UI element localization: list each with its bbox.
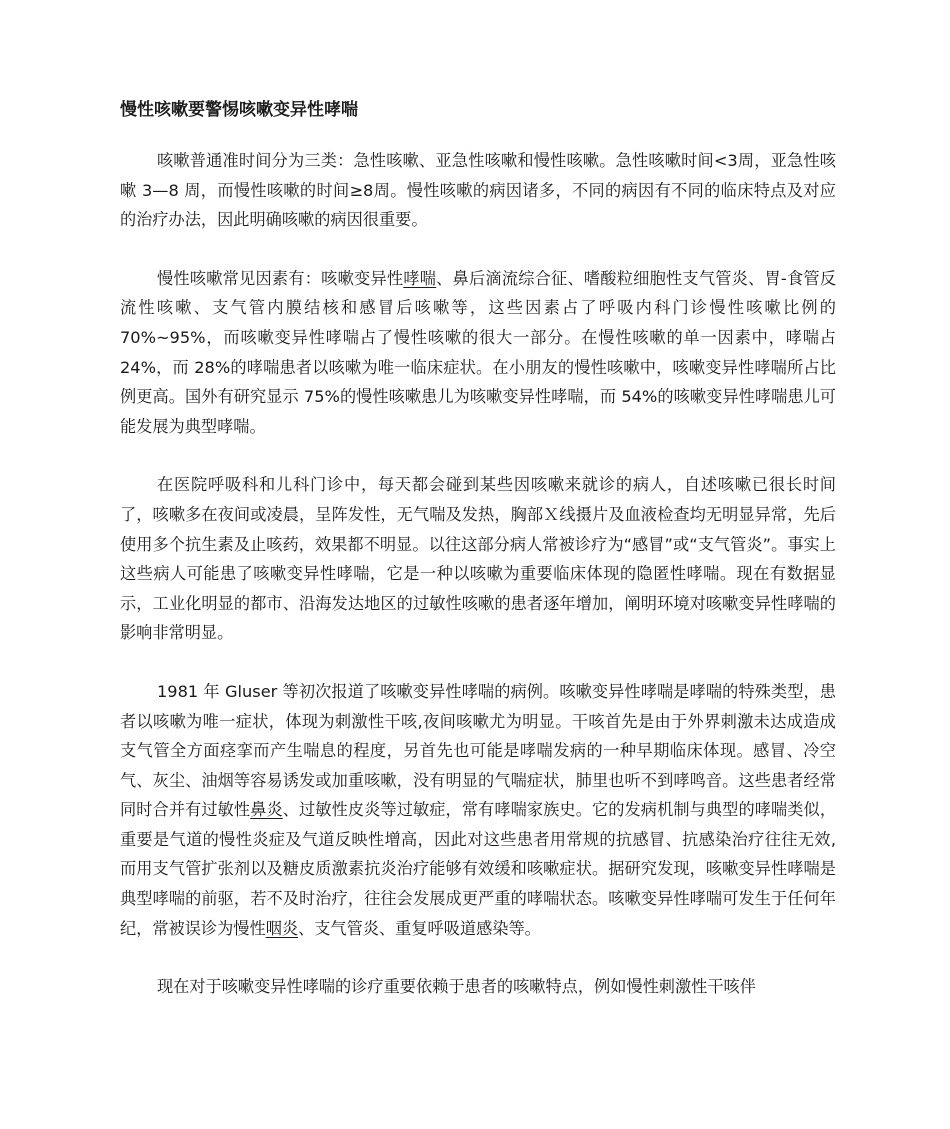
- text-segment: 慢性咳嗽常见因素有：咳嗽变异性: [157, 268, 404, 288]
- text-segment: 、过敏性皮炎等过敏症，常有哮喘家族史。它的发病机制与典型的哮喘类似，重要是气道的慢性炎症及气道反映性增高，因此对这些患者用常规的抗感冒、抗感染治疗往往无效,而用支气管扩张剂以及糖皮质激素抗炎治疗能够有效缓和咳嗽症状。据研究发现，咳嗽变异性哮喘是典型哮喘的前驱，若不及时治疗，往往会发展成更严重的哮喘状态。咳嗽变异性哮喘可发生于任何年纪，常被误诊为慢性: [120, 800, 837, 938]
- text-segment: 在医院呼吸科和儿科门诊中，每天都会碰到某些因咳嗽来就诊的病人，自述咳嗽已很长时间了，咳嗽多在夜间或凌晨，呈阵发性，无气喘及发热，胸部Ｘ线摄片及血液检查均无明显异常，先后使用多个抗生素及止咳药，效果都不明显。以往这部分病人常被诊疗为“感冒”或“支气管炎”。事实上这些病人可能患了咳嗽变异性哮喘，它是一种以咳嗽为重要临床体现的隐匿性哮喘。现在有数据显示，工业化明显的都市、沿海发达地区的过敏性咳嗽的患者逐年增加，阐明环境对咳嗽变异性哮喘的影响非常明显。: [120, 475, 836, 643]
- document-page: [120, 96, 836, 1031]
- text-segment: 咳嗽普通准时间分为三类：急性咳嗽、亚急性咳嗽和慢性咳嗽。急性咳嗽时间<3周，亚急性咳嗽 3—8 周，而慢性咳嗽的时间≥8周。慢性咳嗽的病因诸多，不同的病因有不同的临床特点及对应的治疗办法，因此明确咳嗽的病因很重要。: [120, 151, 836, 230]
- text-segment: 现在对于咳嗽变异性哮喘的诊疗重要依赖于患者的咳嗽特点，例如慢性刺激性干咳伴: [157, 977, 756, 997]
- paragraph-1: [120, 146, 836, 235]
- underlined-term-rhinitis: 鼻炎: [250, 800, 283, 820]
- paragraph-3: [120, 470, 836, 648]
- paragraph-4: [120, 677, 836, 943]
- text-segment: 1981 年 Gluser 等初次报道了咳嗽变异性哮喘的病例。咳嗽变异性哮喘是哮喘的特殊类型，患者以咳嗽为唯一症状，体现为刺激性干咳,夜间咳嗽尤为明显。干咳首先是由于外界刺激未达成造成支气管全方面痉挛而产生喘息的程度，另首先也可能是哮喘发病的一种早期临床体现。感冒、冷空气、灰尘、油烟等容易诱发或加重咳嗽，没有明显的气喘症状，肺里也听不到哮鸣音。这些患者经常同时合并有过敏性: [120, 681, 836, 820]
- document-title: 慢性咳嗽要警惕咳嗽变异性哮喘: [120, 100, 358, 120]
- paragraph-5: [120, 972, 836, 1002]
- underlined-term-pharyngitis: 咽炎: [265, 918, 299, 938]
- text-segment: 、支气管炎、重复呼吸道感染等。: [298, 918, 541, 938]
- text-segment: 、鼻后滴流综合征、嗜酸粒细胞性支气管炎、胃-食管反流性咳嗽、支气管内膜结核和感冒后咳嗽等，这些因素占了呼吸内科门诊慢性咳嗽比例的 70%~95%，而咳嗽变异性哮喘占了慢性咳嗽的很大一部分。在慢性咳嗽的单一因素中，哮喘占 24%，而 28%的哮喘患者以咳嗽为唯一临床症状。在小朋友的慢性咳嗽中，咳嗽变异性哮喘所占比例更高。国外有研究显示 75%的慢性咳嗽患儿为咳嗽变异性哮喘，而 54%的咳嗽变异性哮喘患儿可能发展为典型哮喘。: [120, 268, 837, 436]
- underlined-term-asthma: 哮喘: [403, 268, 437, 288]
- paragraph-2: [120, 264, 836, 442]
